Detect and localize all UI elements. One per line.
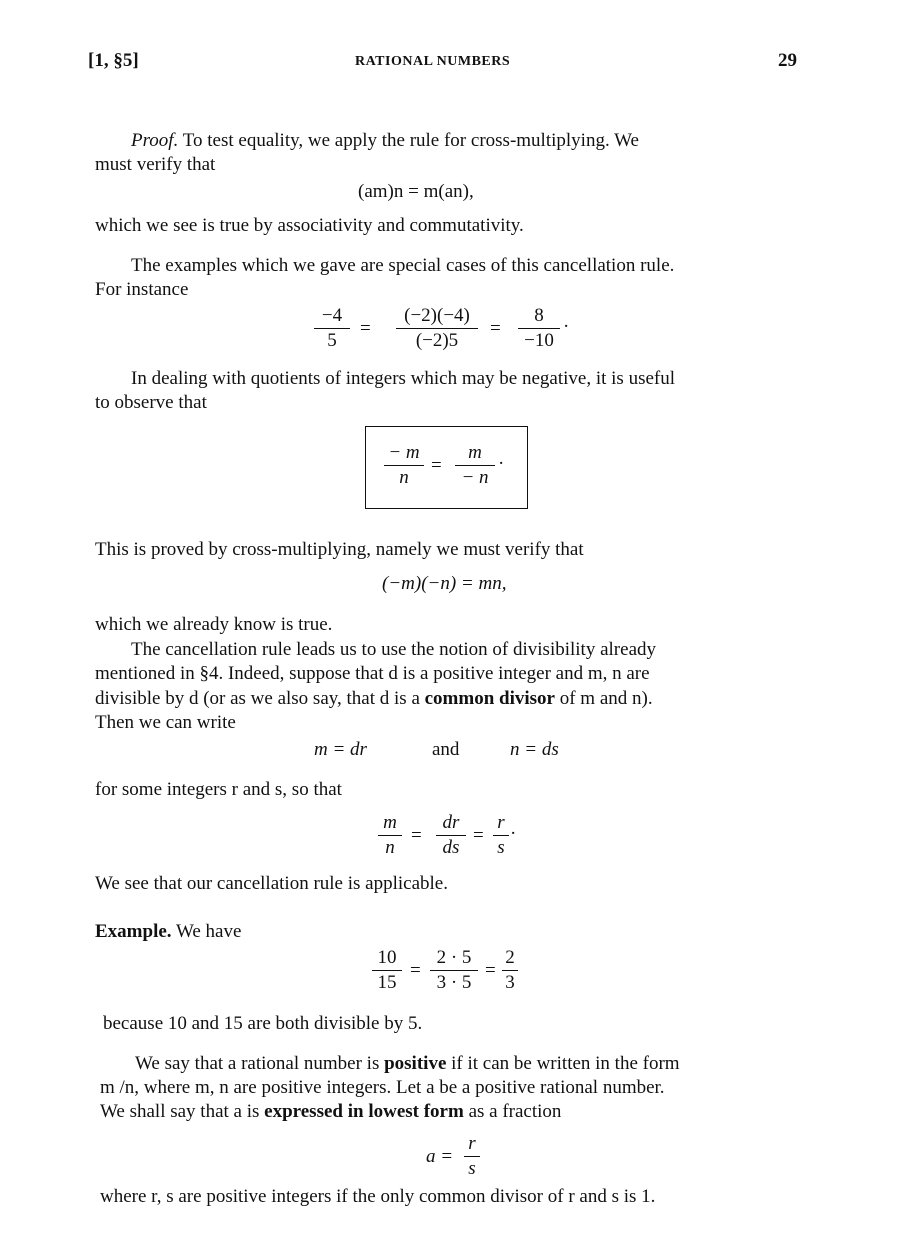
text-span: We have xyxy=(171,921,242,942)
numerator: r xyxy=(468,1133,476,1154)
fraction-8-over-neg10 xyxy=(518,305,560,352)
example-heading xyxy=(95,920,241,944)
term-lowest-form: expressed in lowest form xyxy=(264,1101,464,1122)
denominator: − n xyxy=(461,467,489,488)
equation-m-equals-dr: m = dr xyxy=(314,739,367,760)
proof-text: To test equality, we apply the rule for cross-multiplying. We xyxy=(178,130,639,151)
denominator: −10 xyxy=(524,330,554,351)
denominator: n xyxy=(385,837,395,858)
paragraph-positive-1 xyxy=(135,1052,680,1076)
fraction-product xyxy=(396,305,478,352)
paragraph-negative-1: In dealing with quotients of integers which may be negative, it is useful xyxy=(131,368,676,389)
paragraph-positive-2: m /n, where m, n are positive integers. Let a be a positive rational number. xyxy=(100,1077,665,1098)
equation-neg-product: (−m)(−n) = mn, xyxy=(382,573,507,594)
text-span: We say that a rational number is xyxy=(135,1053,385,1074)
paragraph-cancellation-2: mentioned in §4. Indeed, suppose that d is a positive integer and m, n are xyxy=(95,663,650,684)
proof-label: Proof. xyxy=(131,130,179,151)
paragraph-positive-3 xyxy=(100,1100,561,1124)
paragraph-associativity: which we see is true by associativity and commutativity. xyxy=(95,215,524,236)
paragraph-common-divisor-1: where r, s are positive integers if the only common divisor of r and s is 1. xyxy=(100,1186,656,1207)
text-span: if it can be written in the form xyxy=(446,1053,680,1074)
denominator: s xyxy=(497,837,505,858)
fraction-m-over-n xyxy=(378,812,402,859)
numerator: 8 xyxy=(534,305,544,326)
proof-line-2: must verify that xyxy=(95,154,216,175)
denominator: 15 xyxy=(377,972,397,993)
denominator: ds xyxy=(442,837,460,858)
numerator: 10 xyxy=(377,947,397,968)
paragraph-negative-2: to observe that xyxy=(95,392,207,413)
equals-sign: = xyxy=(411,825,422,846)
equals-sign: = xyxy=(410,960,421,981)
numerator: 2 · 5 xyxy=(436,947,472,968)
paragraph-cancellation-4: Then we can write xyxy=(95,712,236,733)
denominator: (−2)5 xyxy=(415,330,459,351)
numerator: dr xyxy=(442,812,460,833)
term-common-divisor: common divisor xyxy=(424,688,555,709)
page-number: 29 xyxy=(778,50,797,71)
text-span: divisible by d (or as we also say, that d is a xyxy=(95,688,425,709)
paragraph-cross-multiplying: This is proved by cross-multiplying, namely we must verify that xyxy=(95,539,584,560)
numerator: − m xyxy=(388,442,420,463)
equals-sign: = xyxy=(473,825,484,846)
proof-line-1 xyxy=(131,129,639,153)
equals-sign: = xyxy=(431,455,442,476)
denominator: 3 xyxy=(505,972,515,993)
denominator: 5 xyxy=(327,330,337,351)
fraction-r-over-s xyxy=(464,1133,480,1180)
equation-a-equals: a = xyxy=(426,1146,454,1167)
word-and: and xyxy=(432,739,460,760)
term-positive: positive xyxy=(384,1053,447,1074)
text-span: as a fraction xyxy=(463,1101,562,1122)
section-ref: [1, §5] xyxy=(88,50,139,71)
fraction-neg-m-over-n xyxy=(384,442,424,489)
running-title: RATIONAL NUMBERS xyxy=(355,54,511,69)
fraction-r-over-s xyxy=(493,812,509,859)
paragraph-divisible-by-5: because 10 and 15 are both divisible by 5. xyxy=(103,1013,423,1034)
numerator: (−2)(−4) xyxy=(404,305,470,326)
denominator: 3 · 5 xyxy=(436,972,472,993)
equals-sign: = xyxy=(360,318,371,339)
paragraph-cancellation-3 xyxy=(95,687,653,711)
equals-sign: = xyxy=(485,960,496,981)
paragraph-applicable: We see that our cancellation rule is applicable. xyxy=(95,873,448,894)
terminal-dot: · xyxy=(510,823,517,844)
text-span: We shall say that a is xyxy=(100,1101,265,1122)
paragraph-cancellation-1: The cancellation rule leads us to use the notion of divisibility already xyxy=(131,639,656,660)
fraction-2x5-over-3x5 xyxy=(430,947,478,994)
paragraph-for-some-integers: for some integers r and s, so that xyxy=(95,779,342,800)
fraction-neg4-over-5 xyxy=(314,305,350,352)
equals-sign: = xyxy=(490,318,501,339)
fraction-dr-over-ds xyxy=(436,812,466,859)
paragraph-examples-2: For instance xyxy=(95,279,189,300)
fraction-10-over-15 xyxy=(372,947,402,994)
equation-n-equals-ds: n = ds xyxy=(510,739,559,760)
numerator: 2 xyxy=(505,947,515,968)
terminal-dot: · xyxy=(498,453,505,474)
numerator: m xyxy=(468,442,482,463)
numerator: m xyxy=(383,812,397,833)
denominator: s xyxy=(468,1158,476,1179)
paragraph-examples-1: The examples which we gave are special cases of this cancellation rule. xyxy=(131,255,675,276)
numerator: r xyxy=(497,812,505,833)
example-label: Example. xyxy=(95,921,172,942)
equation-associativity: (am)n = m(an), xyxy=(358,181,474,202)
numerator: −4 xyxy=(321,305,343,326)
fraction-m-over-neg-n xyxy=(455,442,495,489)
paragraph-true: which we already know is true. xyxy=(95,614,333,635)
denominator: n xyxy=(399,467,409,488)
text-span: of m and n). xyxy=(554,688,653,709)
terminal-dot: · xyxy=(563,316,570,337)
fraction-2-over-3 xyxy=(502,947,518,994)
